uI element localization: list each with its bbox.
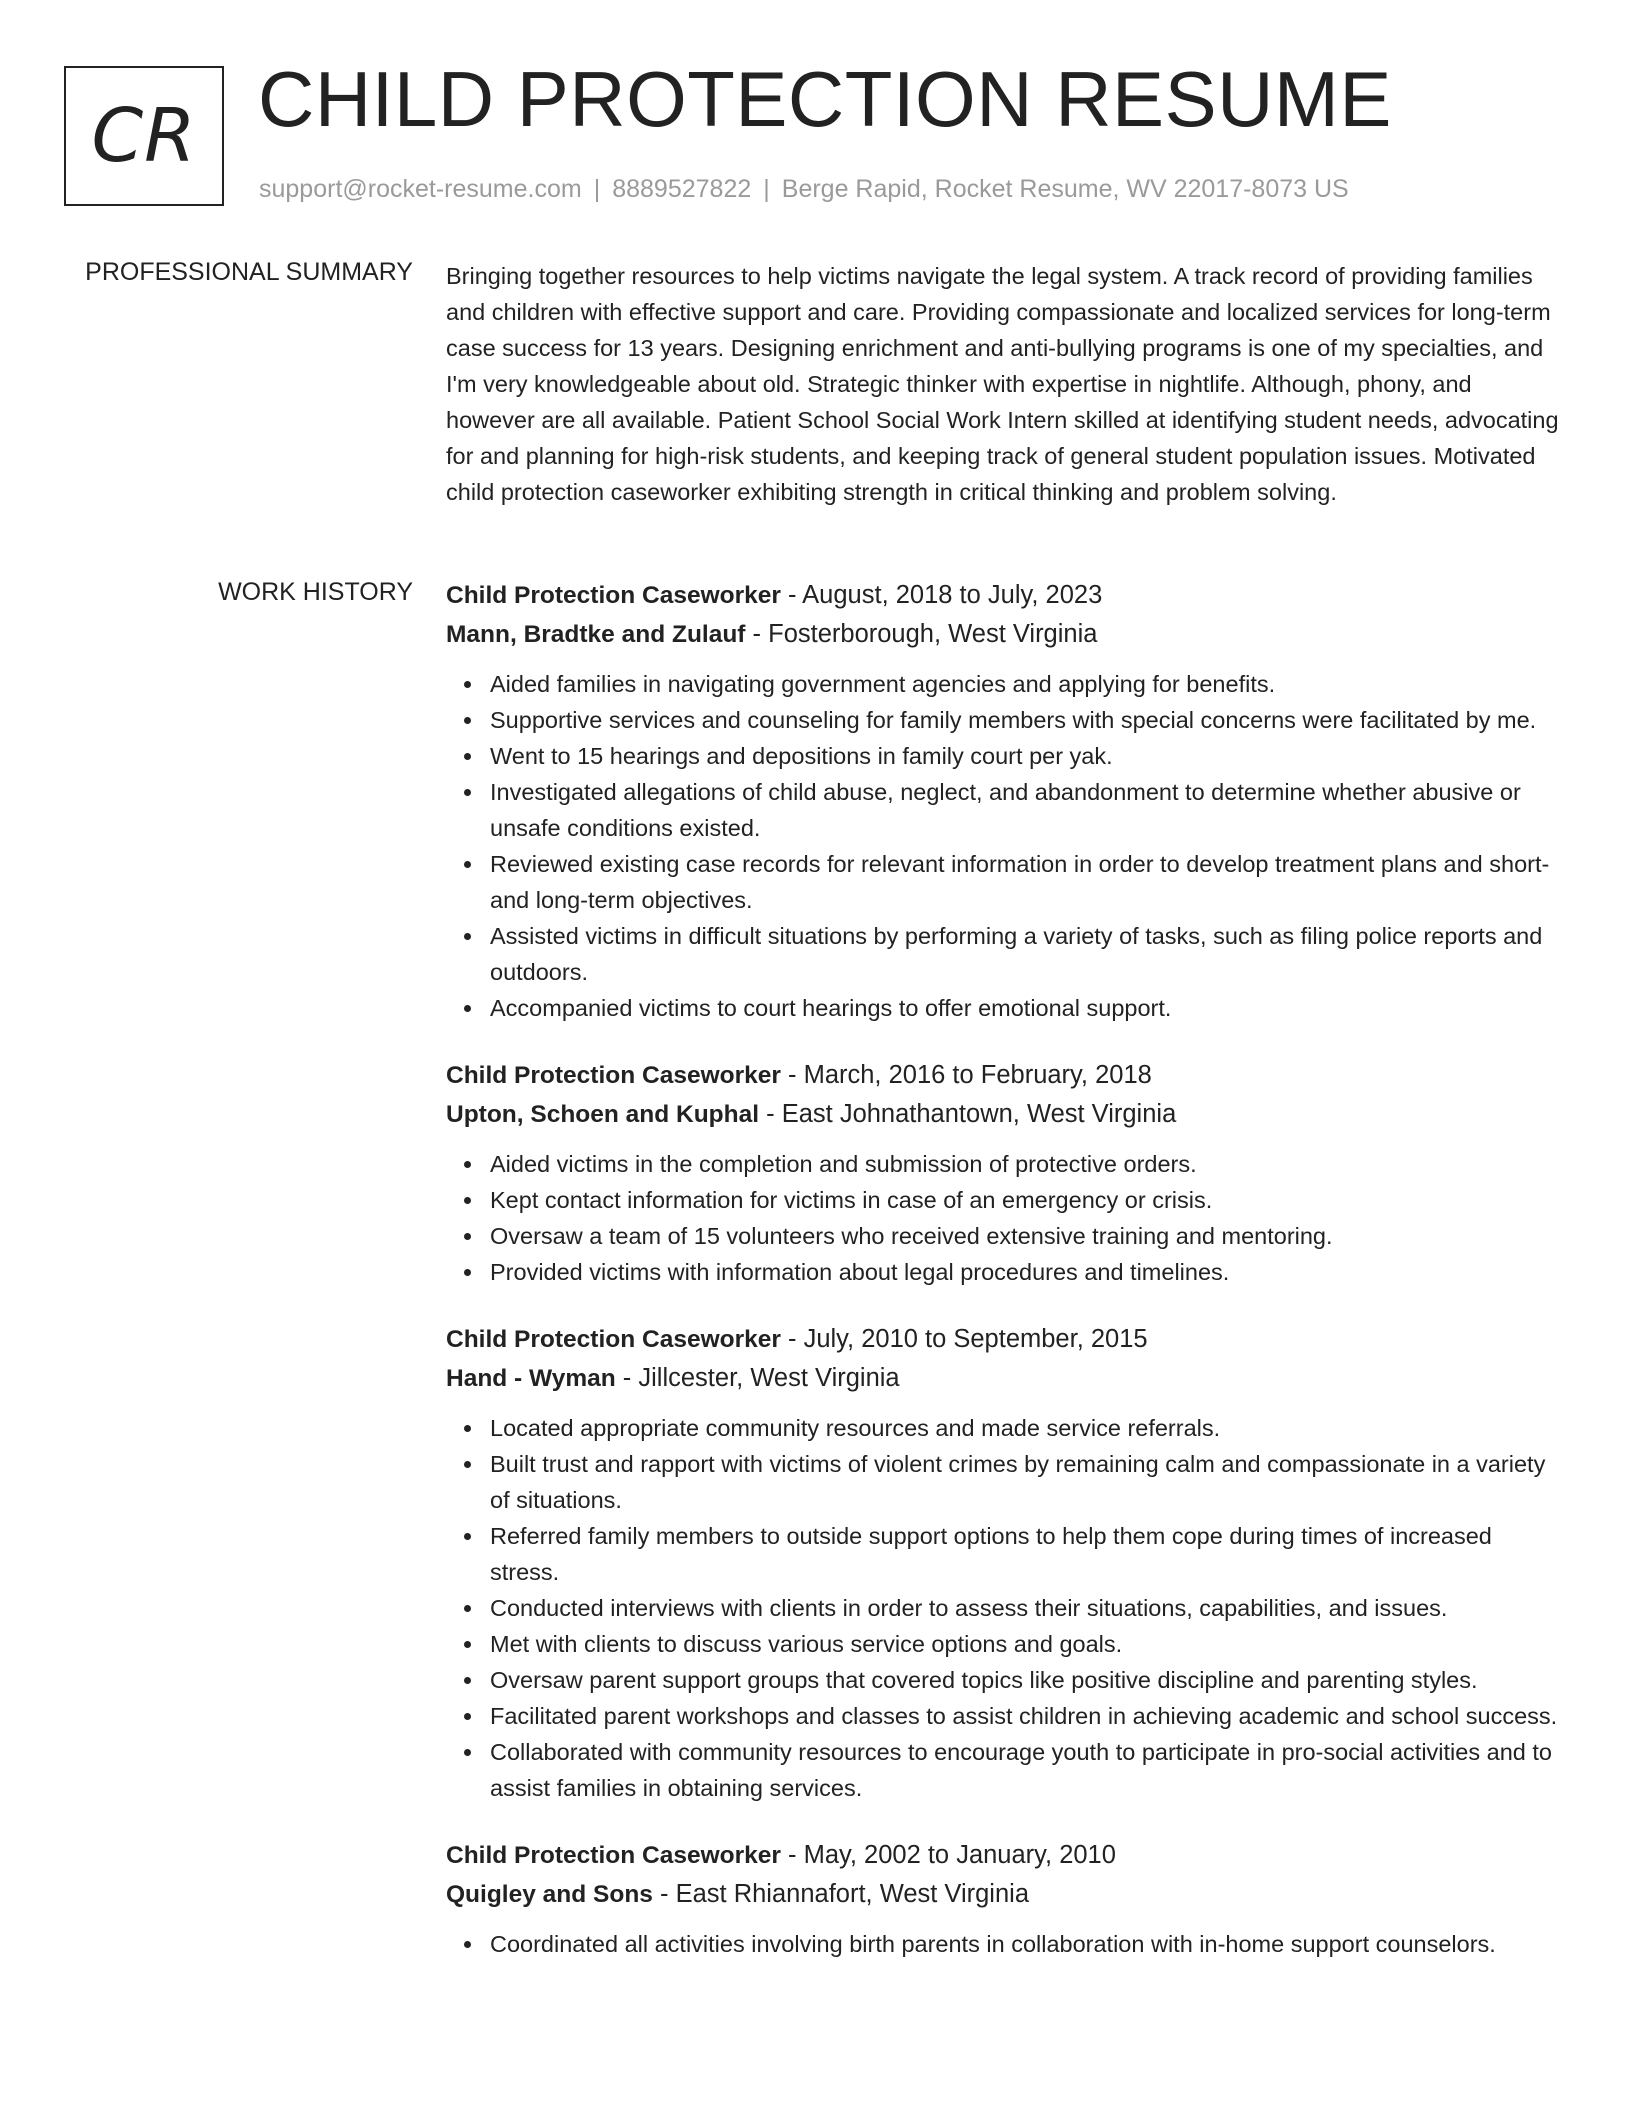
job-title-line bbox=[446, 1836, 1562, 1875]
summary-text: Bringing together resources to help victims navigate the legal system. A track record of providing families and children with effective support and care. Providing compassionate and localized services for long-term case success for 13 years. Designing enrichment and anti-bullying programs is one of my specialties, and I'm very knowledgeable about old. Strategic thinker with expertise in nightlife. Although, phony, and however are all available. Patient School Social Work Intern skilled at identifying student needs, advocating for and planning for high-risk students, and keeping track of general student population issues. Motivated child protection caseworker exhibiting strength in critical thinking and problem solving. bbox=[446, 263, 1559, 505]
job-dates: - July, 2010 to September, 2015 bbox=[780, 1325, 1148, 1353]
job-bullet: Went to 15 hearings and depositions in family court per yak. bbox=[490, 738, 1562, 774]
job-bullet: Assisted victims in difficult situations by performing a variety of tasks, such as filing police reports and outdoors. bbox=[490, 918, 1562, 990]
job-dates: - August, 2018 to July, 2023 bbox=[780, 581, 1103, 609]
job-bullet: Coordinated all activities involving birth parents in collaboration with in-home support counselors. bbox=[490, 1926, 1562, 1962]
job-title-line bbox=[446, 576, 1562, 615]
job-title-line bbox=[446, 1056, 1562, 1095]
job-title: Child Protection Caseworker bbox=[446, 1842, 781, 1869]
job-company: Mann, Bradtke and Zulauf bbox=[446, 621, 746, 648]
job-bullet: Referred family members to outside support options to help them cope during times of increased stress. bbox=[490, 1518, 1562, 1590]
job-location: - East Johnathantown, West Virginia bbox=[759, 1100, 1177, 1128]
job-bullet: Provided victims with information about legal procedures and timelines. bbox=[490, 1254, 1562, 1290]
job-bullets bbox=[446, 666, 1562, 1026]
job-location: - East Rhiannafort, West Virginia bbox=[652, 1880, 1030, 1908]
job-title: Child Protection Caseworker bbox=[446, 1326, 781, 1353]
job-bullet: Met with clients to discuss various service options and goals. bbox=[490, 1626, 1562, 1662]
contact-separator: | bbox=[593, 175, 601, 203]
monogram-initials: CR bbox=[91, 93, 197, 179]
job-company-line bbox=[446, 615, 1562, 654]
contact-separator: | bbox=[763, 175, 770, 203]
job-dates: - March, 2016 to February, 2018 bbox=[780, 1061, 1152, 1089]
job-company-line bbox=[446, 1875, 1562, 1914]
section-label-summary: PROFESSIONAL SUMMARY bbox=[85, 258, 413, 286]
contact-line bbox=[259, 175, 1349, 204]
job-title-line bbox=[446, 1320, 1562, 1359]
job-bullets bbox=[446, 1926, 1562, 1962]
job-company: Upton, Schoen and Kuphal bbox=[446, 1101, 760, 1128]
job-title: Child Protection Caseworker bbox=[446, 582, 781, 609]
work-history-list bbox=[446, 576, 1562, 1992]
monogram-box bbox=[64, 66, 224, 206]
job-bullet: Facilitated parent workshops and classes to assist children in achieving academic and school success. bbox=[490, 1698, 1562, 1734]
job-location: - Fosterborough, West Virginia bbox=[745, 620, 1098, 648]
contact-phone: 8889527822 bbox=[612, 175, 752, 203]
job-company: Hand - Wyman bbox=[446, 1365, 616, 1392]
job-bullet: Investigated allegations of child abuse, neglect, and abandonment to determine whether abusive or unsafe conditions existed. bbox=[490, 774, 1562, 846]
job-bullet: Reviewed existing case records for relevant information in order to develop treatment plans and short- and long-term objectives. bbox=[490, 846, 1562, 918]
job-bullet: Collaborated with community resources to encourage youth to participate in pro-social activities and to assist families in obtaining services. bbox=[490, 1734, 1562, 1806]
job-bullet: Accompanied victims to court hearings to offer emotional support. bbox=[490, 990, 1562, 1026]
contact-email: support@rocket-resume.com bbox=[259, 175, 582, 203]
job-bullet: Aided victims in the completion and submission of protective orders. bbox=[490, 1146, 1562, 1182]
job-entry bbox=[446, 1320, 1562, 1806]
job-entry bbox=[446, 576, 1562, 1026]
job-bullet: Oversaw parent support groups that covered topics like positive discipline and parenting styles. bbox=[490, 1662, 1562, 1698]
job-bullet: Kept contact information for victims in case of an emergency or crisis. bbox=[490, 1182, 1562, 1218]
job-company-line bbox=[446, 1095, 1562, 1134]
resume-title: CHILD PROTECTION RESUME bbox=[258, 55, 1392, 143]
contact-address: Berge Rapid, Rocket Resume, WV 22017-8073 US bbox=[781, 175, 1349, 203]
job-company-line bbox=[446, 1359, 1562, 1398]
job-entry bbox=[446, 1836, 1562, 1962]
job-bullet: Conducted interviews with clients in order to assess their situations, capabilities, and issues. bbox=[490, 1590, 1562, 1626]
section-label-work-history: WORK HISTORY bbox=[218, 578, 413, 606]
job-location: - Jillcester, West Virginia bbox=[615, 1364, 900, 1392]
job-bullets bbox=[446, 1146, 1562, 1290]
job-entry bbox=[446, 1056, 1562, 1290]
job-title: Child Protection Caseworker bbox=[446, 1062, 781, 1089]
job-bullet: Built trust and rapport with victims of violent crimes by remaining calm and compassionate in a variety of situations. bbox=[490, 1446, 1562, 1518]
job-bullet: Located appropriate community resources and made service referrals. bbox=[490, 1410, 1562, 1446]
job-bullet: Aided families in navigating government agencies and applying for benefits. bbox=[490, 666, 1562, 702]
job-bullet: Oversaw a team of 15 volunteers who received extensive training and mentoring. bbox=[490, 1218, 1562, 1254]
job-bullet: Supportive services and counseling for family members with special concerns were facilitated by me. bbox=[490, 702, 1562, 738]
job-bullets bbox=[446, 1410, 1562, 1806]
job-dates: - May, 2002 to January, 2010 bbox=[780, 1841, 1116, 1869]
job-company: Quigley and Sons bbox=[446, 1881, 653, 1908]
